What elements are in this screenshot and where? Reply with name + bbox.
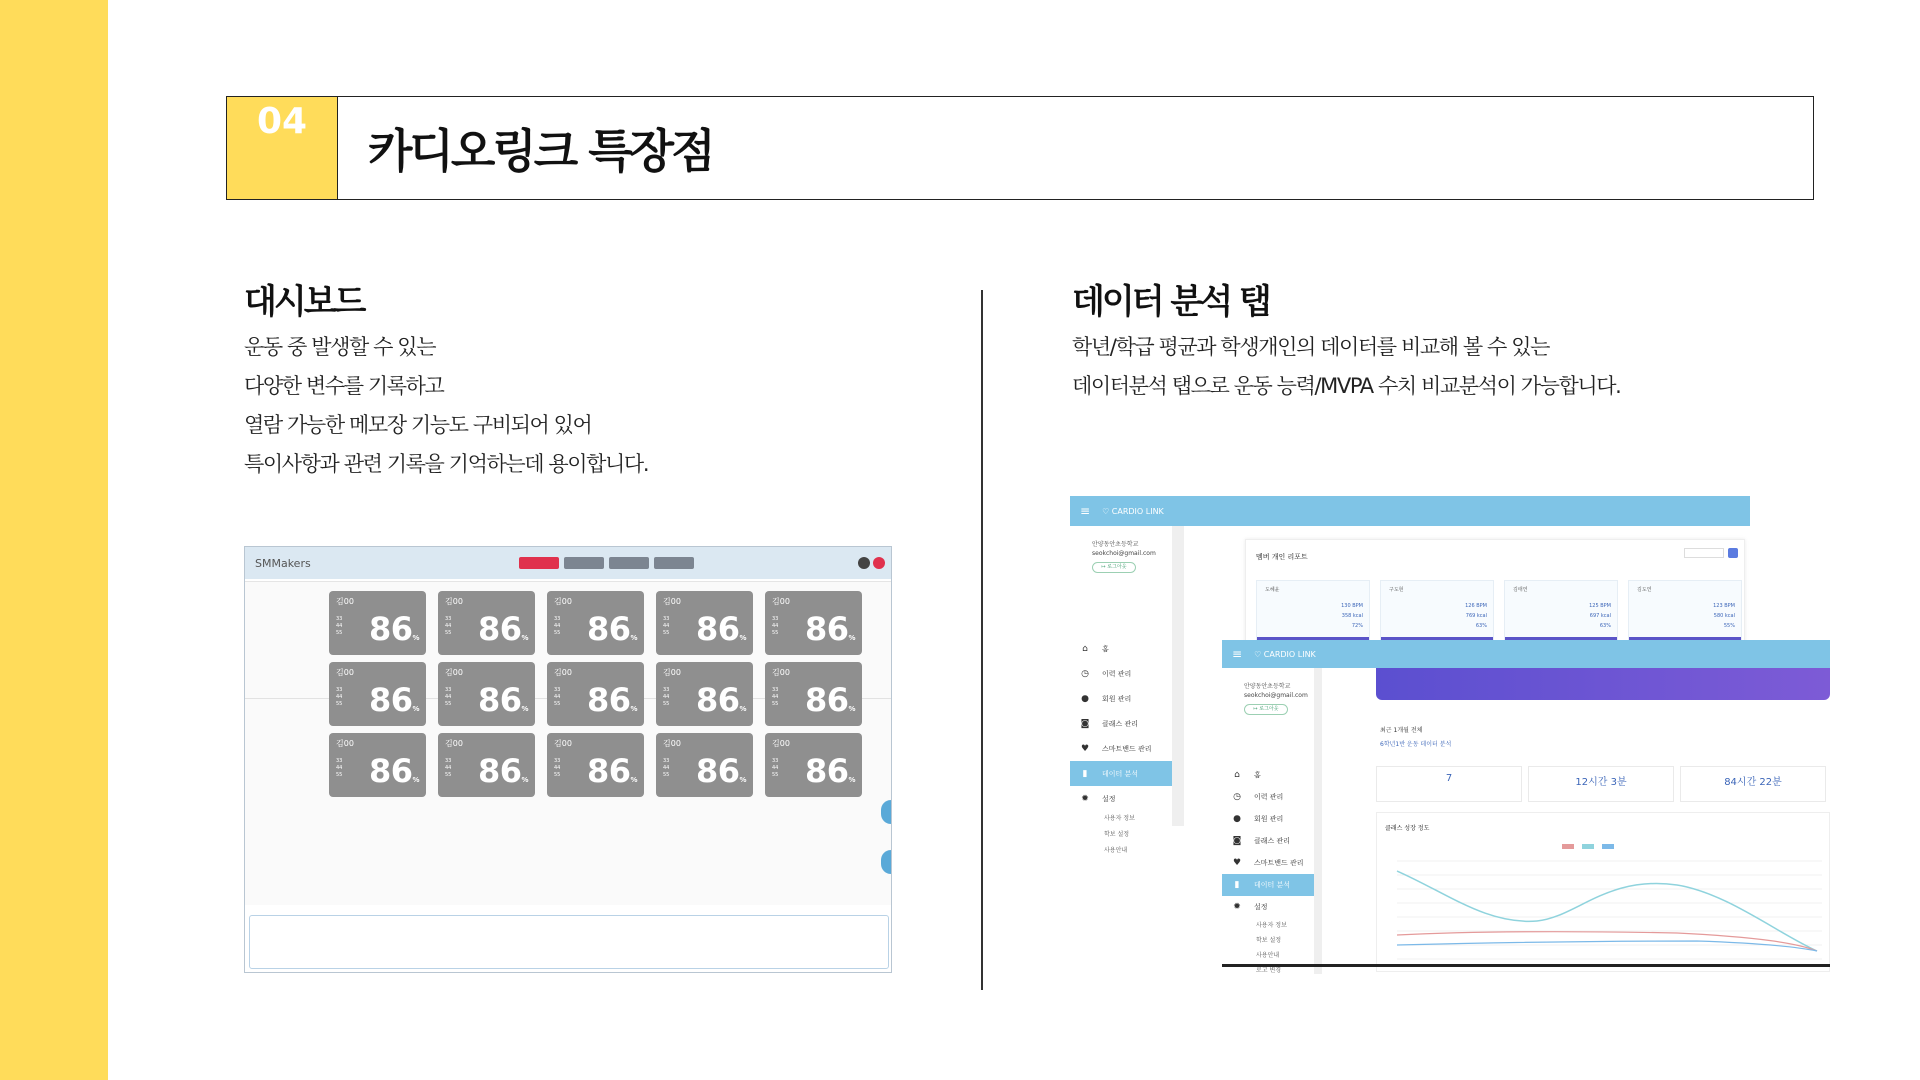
- sidebar-subitem[interactable]: 학보 설정: [1256, 937, 1282, 944]
- sidebar-item-label: 회원 관리: [1254, 815, 1284, 823]
- dashboard-heading: 대시보드: [244, 282, 364, 322]
- sidebar-item[interactable]: [1070, 761, 1172, 786]
- sidebar-item-label: 스마트밴드 관리: [1102, 744, 1152, 753]
- member-name: 구도현: [1389, 587, 1404, 593]
- summary-card: 7: [1376, 766, 1522, 802]
- student-card[interactable]: [329, 591, 426, 655]
- clock-icon: ◷: [1081, 668, 1089, 679]
- series-line-3: [1397, 941, 1817, 951]
- card-value: 86%: [369, 681, 420, 719]
- sidebar-item-label: 데이터 분석: [1102, 769, 1139, 778]
- slide-title: 카디오링크 특장점: [368, 124, 713, 178]
- sidebar-item[interactable]: [1222, 786, 1314, 808]
- dashboard-description: [244, 328, 648, 484]
- card-value: 86%: [587, 752, 638, 790]
- sidebar-item[interactable]: [1222, 852, 1314, 874]
- student-card[interactable]: [547, 591, 644, 655]
- sidebar-item[interactable]: [1222, 874, 1314, 896]
- card-stats: 33 44 55: [772, 758, 779, 778]
- menu-icon[interactable]: ≡: [1232, 647, 1243, 661]
- account-email: seokchoi@gmail.com: [1092, 550, 1156, 557]
- card-student-name: 김00: [445, 668, 463, 677]
- card-student-name: 김00: [445, 739, 463, 748]
- sidebar-item-label: 회원 관리: [1102, 694, 1132, 703]
- card-student-name: 김00: [554, 739, 572, 748]
- dashboard-tab[interactable]: [609, 557, 649, 569]
- recent-period: [1380, 724, 1451, 752]
- dashboard-line: 운동 중 발생할 수 있는: [244, 335, 436, 359]
- card-value: 86%: [587, 610, 638, 648]
- card-value: 86%: [805, 752, 856, 790]
- member-values: 125 BPM 697 kcal 63%: [1589, 603, 1611, 629]
- chart-icon: ▮: [1082, 768, 1088, 779]
- student-card[interactable]: [765, 591, 862, 655]
- member-report-card: [1504, 580, 1618, 648]
- class-icon: ◙: [1080, 718, 1090, 729]
- sidebar-subitem[interactable]: 사용안내: [1256, 952, 1280, 959]
- member-values: 123 BPM 580 kcal 55%: [1713, 603, 1735, 629]
- gear-icon: ✹: [1081, 793, 1089, 804]
- dashboard-screenshot: [244, 546, 892, 973]
- card-stats: 33 44 55: [663, 616, 670, 636]
- sidebar-item[interactable]: [1070, 786, 1172, 811]
- side-handle[interactable]: [881, 800, 891, 824]
- student-card[interactable]: [329, 733, 426, 797]
- card-student-name: 김00: [336, 597, 354, 606]
- sidebar-subitem[interactable]: 사용자 정보: [1256, 922, 1287, 929]
- card-student-name: 김00: [772, 668, 790, 677]
- sidebar-subitem[interactable]: 사용안내: [1104, 847, 1128, 854]
- sidebar-menu: [1070, 636, 1172, 859]
- report-title: 멤버 개인 리포트: [1256, 553, 1308, 561]
- summary-card: 12시간 3분: [1528, 766, 1674, 802]
- analysis-line: 학년/학급 평균과 학생개인의 데이터를 비교해 볼 수 있는: [1072, 335, 1549, 359]
- card-stats: 33 44 55: [663, 687, 670, 707]
- sidebar-item[interactable]: [1070, 686, 1172, 711]
- sidebar-item[interactable]: [1070, 661, 1172, 686]
- app-topbar: [1070, 496, 1750, 526]
- app-sidebar: [1222, 668, 1314, 974]
- dashboard-tab[interactable]: [654, 557, 694, 569]
- account-info: [1092, 540, 1156, 573]
- sidebar-item[interactable]: [1070, 711, 1172, 736]
- gear-icon: ✹: [1233, 902, 1241, 912]
- student-card[interactable]: [547, 662, 644, 726]
- student-card[interactable]: [765, 662, 862, 726]
- report-cards: [1256, 580, 1742, 648]
- menu-icon[interactable]: ≡: [1080, 504, 1091, 518]
- user-icon: ●: [1081, 693, 1089, 704]
- card-student-name: 김00: [336, 739, 354, 748]
- student-card[interactable]: [656, 733, 753, 797]
- sidebar-menu: [1222, 764, 1314, 978]
- card-value: 86%: [805, 610, 856, 648]
- card-stats: 33 44 55: [772, 616, 779, 636]
- heart-icon: ♥: [1080, 743, 1090, 754]
- section-number: 04: [227, 97, 338, 199]
- member-name: 도혜윤: [1265, 587, 1280, 593]
- card-stats: 33 44 55: [445, 758, 452, 778]
- dashboard-line: 다양한 변수를 기록하고: [244, 374, 444, 398]
- brand-label: ♡ CARDIO LINK: [1254, 649, 1316, 659]
- card-value: 86%: [478, 610, 529, 648]
- card-stats: 33 44 55: [336, 687, 343, 707]
- student-card[interactable]: [765, 733, 862, 797]
- sidebar-item-label: 클래스 관리: [1102, 719, 1139, 728]
- dashboard-line: 열람 가능한 메모장 기능도 구비되어 있어: [244, 413, 592, 437]
- class-icon: ◙: [1232, 836, 1242, 846]
- chart-icon: ▮: [1234, 880, 1240, 890]
- card-value: 86%: [478, 681, 529, 719]
- card-stats: 33 44 55: [336, 616, 343, 636]
- logout-button[interactable]: ↦ 로그아웃: [1244, 704, 1288, 715]
- summary-cards: [1376, 766, 1826, 802]
- left-accent-bar: [0, 0, 108, 1080]
- sidebar-gutter: [1314, 668, 1322, 974]
- member-report-card: [1628, 580, 1742, 648]
- student-card[interactable]: [329, 662, 426, 726]
- member-values: 126 BPM 769 kcal 63%: [1465, 603, 1487, 629]
- dashboard-logo: SMMakers: [255, 556, 311, 570]
- student-card[interactable]: [438, 591, 535, 655]
- sidebar-item[interactable]: [1070, 636, 1172, 661]
- class-banner: [1376, 668, 1830, 700]
- member-name: 김태연: [1513, 587, 1528, 593]
- dashboard-line: 특이사항과 관련 기록을 기억하는데 용이합니다.: [244, 452, 649, 476]
- screenshot-baseline: [1222, 964, 1830, 967]
- sidebar-item-label: 홈: [1102, 644, 1109, 653]
- sidebar-item[interactable]: [1222, 764, 1314, 786]
- card-stats: 33 44 55: [445, 687, 452, 707]
- summary-card: 84시간 22분: [1680, 766, 1826, 802]
- sidebar-item[interactable]: [1222, 830, 1314, 852]
- card-stats: 33 44 55: [772, 687, 779, 707]
- card-stats: 33 44 55: [663, 758, 670, 778]
- card-stats: 33 44 55: [554, 616, 561, 636]
- card-student-name: 김00: [772, 739, 790, 748]
- home-icon: ⌂: [1082, 643, 1088, 654]
- sidebar-item-label: 스마트밴드 관리: [1254, 859, 1304, 867]
- section-divider: [981, 290, 983, 990]
- memo-input[interactable]: [249, 915, 889, 969]
- card-student-name: 김00: [663, 597, 681, 606]
- account-info: [1244, 682, 1308, 715]
- heart-icon: ♥: [1232, 858, 1242, 868]
- student-card[interactable]: [656, 591, 753, 655]
- sidebar-item-label: 이력 관리: [1102, 669, 1132, 678]
- school-name: 안양동안초등학교: [1092, 541, 1139, 548]
- sidebar-item[interactable]: [1222, 896, 1314, 918]
- card-student-name: 김00: [336, 668, 354, 677]
- analysis-screenshot-front: [1222, 640, 1830, 974]
- slide-header: [226, 96, 1814, 200]
- add-button[interactable]: [1728, 548, 1738, 558]
- card-student-name: 김00: [663, 739, 681, 748]
- student-card[interactable]: [547, 733, 644, 797]
- sidebar-item-label: 홈: [1254, 771, 1261, 779]
- member-report-card: [1256, 580, 1370, 648]
- app-sidebar: [1070, 526, 1172, 854]
- class-analysis-label: 6학년1반 운동 데이터 분석: [1380, 741, 1452, 748]
- school-name: 안양동안초등학교: [1244, 683, 1291, 690]
- clock-icon: ◷: [1233, 792, 1241, 802]
- sidebar-gutter: [1172, 526, 1184, 826]
- card-stats: 33 44 55: [445, 616, 452, 636]
- chart-title: 클래스 성장 정도: [1385, 825, 1430, 832]
- dashboard-tab[interactable]: [564, 557, 604, 569]
- student-card[interactable]: [438, 662, 535, 726]
- member-name: 김도연: [1637, 587, 1652, 593]
- student-card[interactable]: [438, 733, 535, 797]
- member-values: 130 BPM 358 kcal 72%: [1341, 603, 1363, 629]
- card-student-name: 김00: [445, 597, 463, 606]
- account-email: seokchoi@gmail.com: [1244, 692, 1308, 699]
- card-student-name: 김00: [554, 597, 572, 606]
- card-student-name: 김00: [772, 597, 790, 606]
- student-card[interactable]: [656, 662, 753, 726]
- home-icon: ⌂: [1234, 770, 1240, 780]
- sidebar-item[interactable]: [1070, 736, 1172, 761]
- class-growth-chart: [1376, 812, 1830, 972]
- user-icon: ●: [1233, 814, 1241, 824]
- card-student-name: 김00: [554, 668, 572, 677]
- analysis-line: 데이터분석 탭으로 운동 능력/MVPA 수치 비교분석이 가능합니다.: [1072, 374, 1621, 398]
- card-value: 86%: [478, 752, 529, 790]
- card-stats: 33 44 55: [554, 687, 561, 707]
- dashboard-topbar: [245, 547, 891, 579]
- card-value: 86%: [696, 610, 747, 648]
- chart-plot: [1377, 813, 1831, 973]
- card-value: 86%: [696, 681, 747, 719]
- card-stats: 33 44 55: [336, 758, 343, 778]
- analysis-heading: 데이터 분석 탭: [1072, 282, 1269, 322]
- sidebar-item-label: 클래스 관리: [1254, 837, 1291, 845]
- card-student-name: 김00: [663, 668, 681, 677]
- report-select[interactable]: [1684, 548, 1724, 558]
- settings-icon[interactable]: [858, 557, 870, 569]
- sidebar-subitem[interactable]: 학보 설정: [1104, 831, 1130, 838]
- member-report-card: [1380, 580, 1494, 648]
- sidebar-item-label: 데이터 분석: [1254, 881, 1291, 889]
- sidebar-item-label: 이력 관리: [1254, 793, 1284, 801]
- sidebar-subitem[interactable]: 로고 변경: [1256, 967, 1282, 974]
- sidebar-item-label: 설정: [1102, 794, 1116, 803]
- recent-label: 최근 1개월 전체: [1380, 727, 1423, 734]
- sidebar-item[interactable]: [1222, 808, 1314, 830]
- dashboard-tabs: [519, 557, 694, 569]
- alert-icon[interactable]: [873, 557, 885, 569]
- analysis-description: [1072, 328, 1620, 406]
- dashboard-top-icons: [858, 557, 885, 569]
- sidebar-item-label: 설정: [1254, 903, 1268, 911]
- card-value: 86%: [696, 752, 747, 790]
- card-value: 86%: [369, 752, 420, 790]
- app-topbar: [1222, 640, 1830, 668]
- card-stats: 33 44 55: [554, 758, 561, 778]
- dashboard-tab[interactable]: [519, 557, 559, 569]
- card-value: 86%: [369, 610, 420, 648]
- sidebar-subitem[interactable]: 사용자 정보: [1104, 815, 1135, 822]
- side-handle[interactable]: [881, 850, 891, 874]
- logout-button[interactable]: ↦ 로그아웃: [1092, 562, 1136, 573]
- student-card-grid: [329, 591, 862, 797]
- brand-label: ♡ CARDIO LINK: [1102, 506, 1164, 516]
- card-value: 86%: [587, 681, 638, 719]
- card-value: 86%: [805, 681, 856, 719]
